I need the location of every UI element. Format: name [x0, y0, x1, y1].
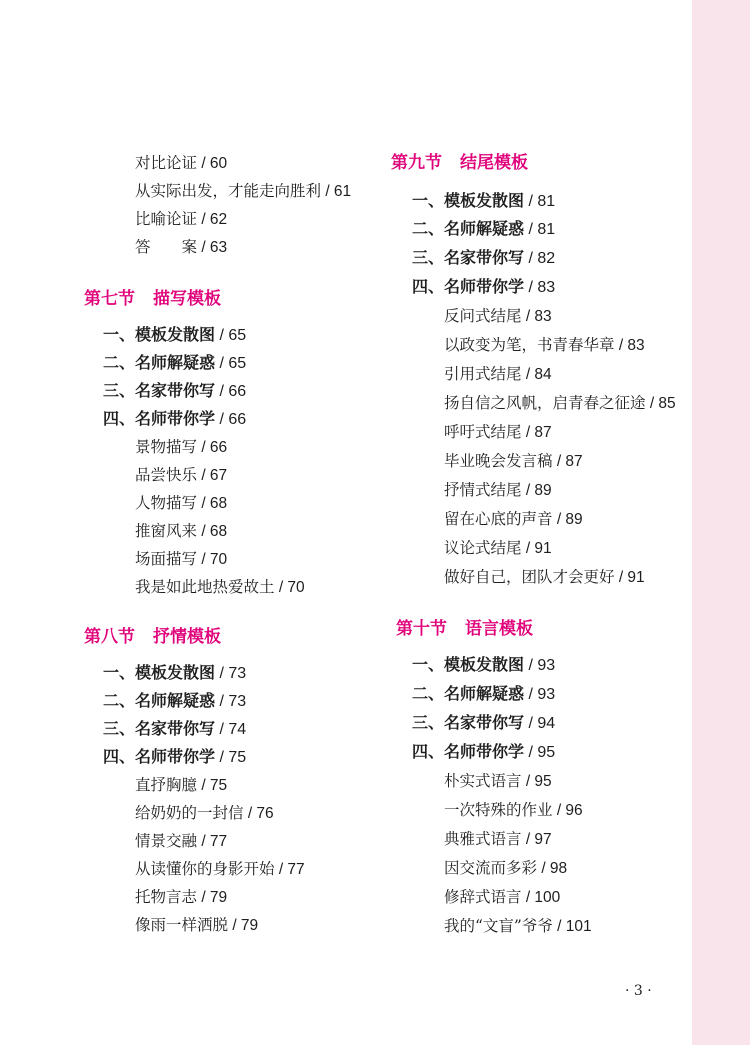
toc-entry[interactable]: 给奶奶的一封信 / 76 — [135, 804, 274, 822]
toc-entry[interactable]: 对比论证 / 60 — [135, 154, 228, 172]
toc-part[interactable]: 一、模板发散图 / 73 — [103, 663, 247, 682]
toc-part[interactable]: 三、名家带你写 / 74 — [103, 719, 247, 738]
toc-entry[interactable]: 直抒胸臆 / 75 — [135, 776, 228, 794]
toc-part[interactable]: 一、模板发散图 / 81 — [412, 191, 556, 210]
toc-entry[interactable]: 从读懂你的身影开始 / 77 — [135, 860, 305, 878]
section-heading-10[interactable]: 第十节 语言模板 — [396, 619, 533, 639]
toc-entry[interactable]: 典雅式语言 / 97 — [444, 830, 552, 848]
toc-entry[interactable]: 引用式结尾 / 84 — [444, 365, 552, 383]
toc-entry[interactable]: 因交流而多彩 / 98 — [444, 859, 568, 877]
section-heading-8[interactable]: 第八节 抒情模板 — [84, 627, 221, 647]
toc-entry[interactable]: 留在心底的声音 / 89 — [444, 510, 583, 528]
toc-part[interactable]: 二、名师解疑惑 / 73 — [103, 691, 247, 710]
page-number: · 3 · — [625, 983, 652, 999]
toc-entry[interactable]: 场面描写 / 70 — [135, 550, 228, 568]
toc-entry[interactable]: 修辞式语言 / 100 — [444, 888, 561, 906]
toc-entry[interactable]: 我的“文盲”爷爷 / 101 — [444, 917, 592, 935]
toc-part[interactable]: 四、名师带你学 / 75 — [103, 747, 247, 766]
toc-entry[interactable]: 一次特殊的作业 / 96 — [444, 801, 583, 819]
toc-entry[interactable]: 像雨一样洒脱 / 79 — [135, 916, 259, 934]
toc-part[interactable]: 二、名师解疑惑 / 65 — [103, 353, 247, 372]
toc-entry[interactable]: 人物描写 / 68 — [135, 494, 228, 512]
toc-entry[interactable]: 议论式结尾 / 91 — [444, 539, 552, 557]
toc-entry[interactable]: 托物言志 / 79 — [135, 888, 228, 906]
toc-part[interactable]: 四、名师带你学 / 66 — [103, 409, 247, 428]
toc-entry[interactable]: 扬自信之风帆，启青春之征途 / 85 — [444, 394, 676, 412]
toc-entry[interactable]: 抒情式结尾 / 89 — [444, 481, 552, 499]
page-edge-strip — [692, 0, 750, 1045]
toc-part[interactable]: 三、名家带你写 / 94 — [412, 713, 556, 732]
toc-part[interactable]: 三、名家带你写 / 82 — [412, 248, 556, 267]
toc-part[interactable]: 四、名师带你学 / 83 — [412, 277, 556, 296]
toc-part[interactable]: 二、名师解疑惑 / 93 — [412, 684, 556, 703]
toc-part[interactable]: 二、名师解疑惑 / 81 — [412, 219, 556, 238]
toc-entry[interactable]: 答 案 / 63 — [135, 238, 228, 256]
toc-entry[interactable]: 从实际出发，才能走向胜利 / 61 — [135, 182, 352, 200]
toc-part[interactable]: 四、名师带你学 / 95 — [412, 742, 556, 761]
toc-part[interactable]: 三、名家带你写 / 66 — [103, 381, 247, 400]
toc-part[interactable]: 一、模板发散图 / 65 — [103, 325, 247, 344]
toc-entry[interactable]: 呼吁式结尾 / 87 — [444, 423, 552, 441]
toc-entry[interactable]: 情景交融 / 77 — [135, 832, 228, 850]
toc-entry[interactable]: 比喻论证 / 62 — [135, 210, 228, 228]
section-heading-7[interactable]: 第七节 描写模板 — [84, 289, 221, 309]
toc-entry[interactable]: 反问式结尾 / 83 — [444, 307, 552, 325]
toc-entry[interactable]: 景物描写 / 66 — [135, 438, 228, 456]
toc-entry[interactable]: 朴实式语言 / 95 — [444, 772, 552, 790]
toc-entry[interactable]: 我是如此地热爱故土 / 70 — [135, 578, 305, 596]
toc-entry[interactable]: 毕业晚会发言稿 / 87 — [444, 452, 583, 470]
section-heading-9[interactable]: 第九节 结尾模板 — [391, 153, 528, 173]
toc-entry[interactable]: 品尝快乐 / 67 — [135, 466, 228, 484]
toc-entry[interactable]: 推窗风来 / 68 — [135, 522, 228, 540]
toc-entry[interactable]: 做好自己，团队才会更好 / 91 — [444, 568, 645, 586]
toc-entry[interactable]: 以政变为笔，书青春华章 / 83 — [444, 336, 645, 354]
toc-part[interactable]: 一、模板发散图 / 93 — [412, 655, 556, 674]
